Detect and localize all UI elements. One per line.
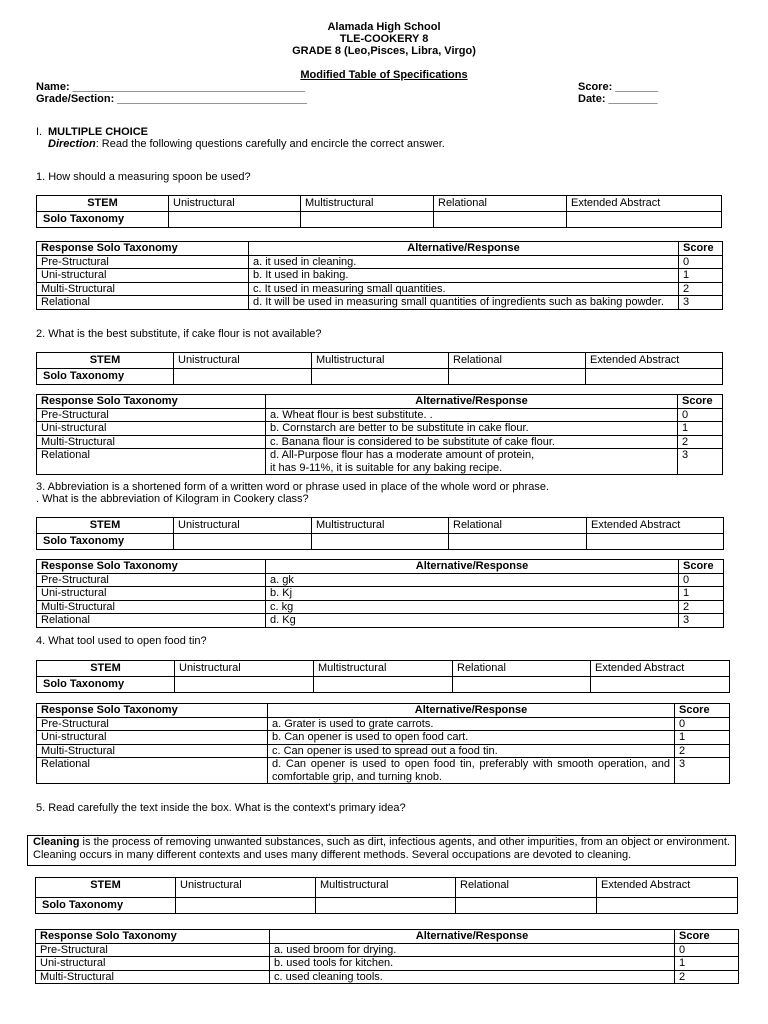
row-answer: b. Kj bbox=[266, 587, 679, 601]
row-answer: b. Can opener is used to open food cart. bbox=[268, 731, 675, 745]
level-multistructural: Multistructural bbox=[314, 661, 453, 677]
grade-section-field: Grade/Section: _______________________________ bbox=[36, 93, 307, 105]
response-header-level: Response Solo Taxonomy bbox=[37, 395, 266, 409]
response-table-3 bbox=[36, 559, 724, 628]
row-score: 0 bbox=[679, 573, 724, 587]
level-unistructural: Unistructural bbox=[174, 353, 312, 369]
table-row bbox=[36, 943, 739, 957]
row-level: Pre-Structural bbox=[37, 717, 268, 731]
row-score: 1 bbox=[675, 957, 739, 971]
solo-cell bbox=[434, 212, 567, 228]
name-field: Name: ______________________________________ bbox=[36, 81, 306, 93]
row-score: 3 bbox=[679, 614, 724, 628]
date-field: Date: ________ bbox=[578, 93, 658, 105]
table-row bbox=[37, 600, 724, 614]
grade-line: GRADE 8 (Leo,Pisces, Libra, Virgo) bbox=[292, 45, 476, 57]
question-5: 5. Read carefully the text inside the box. What is the context's primary idea? bbox=[36, 802, 406, 814]
row-score: 0 bbox=[675, 943, 739, 957]
table-row bbox=[37, 717, 730, 731]
response-header-score: Score bbox=[679, 560, 724, 574]
response-header-answer: Alternative/Response bbox=[266, 560, 679, 574]
row-level: Uni-structural bbox=[37, 269, 249, 283]
row-level: Relational bbox=[37, 614, 266, 628]
level-extended-abstract: Extended Abstract bbox=[591, 661, 730, 677]
row-level: Relational bbox=[37, 296, 249, 310]
table-row bbox=[37, 255, 723, 269]
row-answer bbox=[266, 449, 678, 475]
level-multistructural: Multistructural bbox=[301, 196, 434, 212]
response-header-level: Response Solo Taxonomy bbox=[37, 242, 249, 256]
row-level: Relational bbox=[37, 758, 268, 784]
section-number: I. bbox=[36, 126, 43, 138]
solo-taxonomy-label: Solo Taxonomy bbox=[37, 369, 174, 385]
solo-cell bbox=[591, 677, 730, 693]
level-relational: Relational bbox=[453, 661, 591, 677]
row-answer: c. used cleaning tools. bbox=[270, 970, 675, 984]
stem-table-5 bbox=[35, 877, 738, 914]
row-score: 1 bbox=[675, 731, 730, 745]
row-answer-line: d. All-Purpose flour has a moderate amount of protein, bbox=[270, 449, 535, 461]
response-header-score: Score bbox=[679, 242, 723, 256]
solo-taxonomy-label: Solo Taxonomy bbox=[37, 677, 175, 693]
direction-line bbox=[48, 138, 445, 150]
level-unistructural: Unistructural bbox=[169, 196, 301, 212]
row-score: 3 bbox=[675, 758, 730, 784]
score-field: Score: _______ bbox=[578, 81, 659, 93]
subject-title: TLE-COOKERY 8 bbox=[339, 33, 429, 45]
level-extended-abstract: Extended Abstract bbox=[586, 353, 723, 369]
row-answer: b. It used in baking. bbox=[249, 269, 679, 283]
row-answer: a. Wheat flour is best substitute. . bbox=[266, 408, 678, 422]
solo-cell bbox=[312, 534, 449, 550]
row-score: 0 bbox=[678, 408, 723, 422]
row-level: Multi-Structural bbox=[37, 435, 266, 449]
solo-cell bbox=[312, 369, 449, 385]
stem-table-1 bbox=[36, 195, 722, 228]
table-row bbox=[37, 587, 724, 601]
level-multistructural: Multistructural bbox=[312, 518, 449, 534]
response-header-level: Response Solo Taxonomy bbox=[37, 560, 266, 574]
table-row bbox=[37, 731, 730, 745]
row-level: Relational bbox=[37, 449, 266, 475]
table-row bbox=[37, 422, 723, 436]
response-table-1 bbox=[36, 241, 723, 310]
direction-label: Direction bbox=[48, 138, 96, 150]
table-row bbox=[37, 573, 724, 587]
level-unistructural: Unistructural bbox=[176, 878, 316, 898]
document-title: Modified Table of Specifications bbox=[300, 69, 468, 81]
question-1: 1. How should a measuring spoon be used? bbox=[36, 171, 251, 183]
row-answer: d. Can opener is used to open food tin, preferably with smooth operation, and comfortable grip, and turning knob. bbox=[268, 758, 675, 784]
direction-text: : Read the following questions carefully and encircle the correct answer. bbox=[95, 138, 445, 150]
table-row bbox=[37, 435, 723, 449]
row-score: 1 bbox=[679, 269, 723, 283]
table-row bbox=[37, 449, 723, 475]
row-level: Pre-Structural bbox=[36, 943, 270, 957]
level-extended-abstract: Extended Abstract bbox=[567, 196, 722, 212]
reading-text-box bbox=[27, 835, 736, 866]
row-level: Multi-Structural bbox=[37, 600, 266, 614]
response-table-5 bbox=[35, 929, 739, 984]
row-level: Pre-Structural bbox=[37, 255, 249, 269]
row-answer: a. gk bbox=[266, 573, 679, 587]
row-score: 1 bbox=[679, 587, 724, 601]
level-relational: Relational bbox=[449, 518, 587, 534]
stem-table-4 bbox=[36, 660, 730, 693]
level-unistructural: Unistructural bbox=[175, 661, 314, 677]
question-2: 2. What is the best substitute, if cake flour is not available? bbox=[36, 328, 322, 340]
stem-table-3 bbox=[36, 517, 724, 550]
row-level: Multi-Structural bbox=[36, 970, 270, 984]
response-header-score: Score bbox=[675, 704, 730, 718]
solo-cell bbox=[174, 534, 312, 550]
table-row bbox=[36, 970, 739, 984]
solo-cell bbox=[449, 534, 587, 550]
level-relational: Relational bbox=[449, 353, 586, 369]
row-score: 2 bbox=[675, 744, 730, 758]
school-name: Alamada High School bbox=[327, 21, 441, 33]
row-answer: c. Banana flour is considered to be substitute of cake flour. bbox=[266, 435, 678, 449]
level-multistructural: Multistructural bbox=[312, 353, 449, 369]
row-answer: a. Grater is used to grate carrots. bbox=[268, 717, 675, 731]
solo-taxonomy-label: Solo Taxonomy bbox=[36, 898, 176, 914]
row-score: 1 bbox=[678, 422, 723, 436]
stem-label: STEM bbox=[36, 878, 176, 898]
level-relational: Relational bbox=[456, 878, 597, 898]
level-multistructural: Multistructural bbox=[316, 878, 456, 898]
response-header-score: Score bbox=[675, 930, 739, 944]
solo-cell bbox=[169, 212, 301, 228]
row-answer-line: it has 9-11%, it is suitable for any baking recipe. bbox=[270, 461, 503, 474]
solo-cell bbox=[453, 677, 591, 693]
level-unistructural: Unistructural bbox=[174, 518, 312, 534]
stem-label: STEM bbox=[37, 518, 174, 534]
reading-text-keyword: Cleaning bbox=[33, 836, 80, 848]
stem-table-2 bbox=[36, 352, 723, 385]
row-answer: d. Kg bbox=[266, 614, 679, 628]
response-header-answer: Alternative/Response bbox=[249, 242, 679, 256]
row-level: Uni-structural bbox=[37, 731, 268, 745]
table-row bbox=[37, 758, 730, 784]
row-level: Pre-Structural bbox=[37, 573, 266, 587]
solo-cell bbox=[314, 677, 453, 693]
question-3-line-1: 3. Abbreviation is a shortened form of a written word or phrase used in place of the whole word or phrase. bbox=[36, 481, 550, 493]
row-score: 3 bbox=[679, 296, 723, 310]
response-header-answer: Alternative/Response bbox=[270, 930, 675, 944]
stem-label: STEM bbox=[37, 353, 174, 369]
table-row bbox=[37, 408, 723, 422]
row-level: Pre-Structural bbox=[37, 408, 266, 422]
row-score: 0 bbox=[679, 255, 723, 269]
level-extended-abstract: Extended Abstract bbox=[597, 878, 738, 898]
response-header-level: Response Solo Taxonomy bbox=[37, 704, 268, 718]
reading-text-body: is the process of removing unwanted substances, such as dirt, infectious agents, and other impurities, from an object or environment. Cleaning occurs in many different contexts and uses many different methods. Several occupations are devoted to cleaning. bbox=[33, 836, 730, 861]
response-header-answer: Alternative/Response bbox=[268, 704, 675, 718]
row-level: Uni-structural bbox=[36, 957, 270, 971]
level-extended-abstract: Extended Abstract bbox=[587, 518, 724, 534]
level-relational: Relational bbox=[434, 196, 567, 212]
row-score: 2 bbox=[679, 282, 723, 296]
row-answer: c. Can opener is used to spread out a food tin. bbox=[268, 744, 675, 758]
solo-cell bbox=[456, 898, 597, 914]
row-level: Multi-Structural bbox=[37, 744, 268, 758]
table-row bbox=[37, 296, 723, 310]
solo-cell bbox=[586, 369, 723, 385]
table-row bbox=[37, 744, 730, 758]
response-header-answer: Alternative/Response bbox=[266, 395, 678, 409]
row-answer: b. Cornstarch are better to be substitute in cake flour. bbox=[266, 422, 678, 436]
row-answer: b. used tools for kitchen. bbox=[270, 957, 675, 971]
row-answer: c. It used in measuring small quantities. bbox=[249, 282, 679, 296]
question-4: 4. What tool used to open food tin? bbox=[36, 635, 207, 647]
row-level: Multi-Structural bbox=[37, 282, 249, 296]
solo-cell bbox=[316, 898, 456, 914]
row-level: Uni-structural bbox=[37, 587, 266, 601]
solo-taxonomy-label: Solo Taxonomy bbox=[37, 212, 169, 228]
row-level: Uni-structural bbox=[37, 422, 266, 436]
solo-cell bbox=[449, 369, 586, 385]
row-score: 3 bbox=[678, 449, 723, 475]
table-row bbox=[36, 957, 739, 971]
section-title: MULTIPLE CHOICE bbox=[48, 126, 149, 138]
row-answer: a. used broom for drying. bbox=[270, 943, 675, 957]
row-score: 2 bbox=[678, 435, 723, 449]
response-header-level: Response Solo Taxonomy bbox=[36, 930, 270, 944]
question-3-line-2: . What is the abbreviation of Kilogram in Cookery class? bbox=[36, 493, 309, 505]
solo-cell bbox=[567, 212, 722, 228]
solo-cell bbox=[597, 898, 738, 914]
solo-cell bbox=[174, 369, 312, 385]
solo-taxonomy-label: Solo Taxonomy bbox=[37, 534, 174, 550]
response-table-2 bbox=[36, 394, 723, 475]
row-score: 2 bbox=[675, 970, 739, 984]
table-row bbox=[37, 614, 724, 628]
response-header-score: Score bbox=[678, 395, 723, 409]
table-row bbox=[37, 282, 723, 296]
solo-cell bbox=[175, 677, 314, 693]
solo-cell bbox=[176, 898, 316, 914]
response-table-4 bbox=[36, 703, 730, 784]
table-row bbox=[37, 269, 723, 283]
solo-cell bbox=[587, 534, 724, 550]
row-score: 0 bbox=[675, 717, 730, 731]
solo-cell bbox=[301, 212, 434, 228]
stem-label: STEM bbox=[37, 196, 169, 212]
stem-label: STEM bbox=[37, 661, 175, 677]
row-answer: c. kg bbox=[266, 600, 679, 614]
row-answer: d. It will be used in measuring small quantities of ingredients such as baking powder. bbox=[249, 296, 679, 310]
row-score: 2 bbox=[679, 600, 724, 614]
row-answer: a. it used in cleaning. bbox=[249, 255, 679, 269]
